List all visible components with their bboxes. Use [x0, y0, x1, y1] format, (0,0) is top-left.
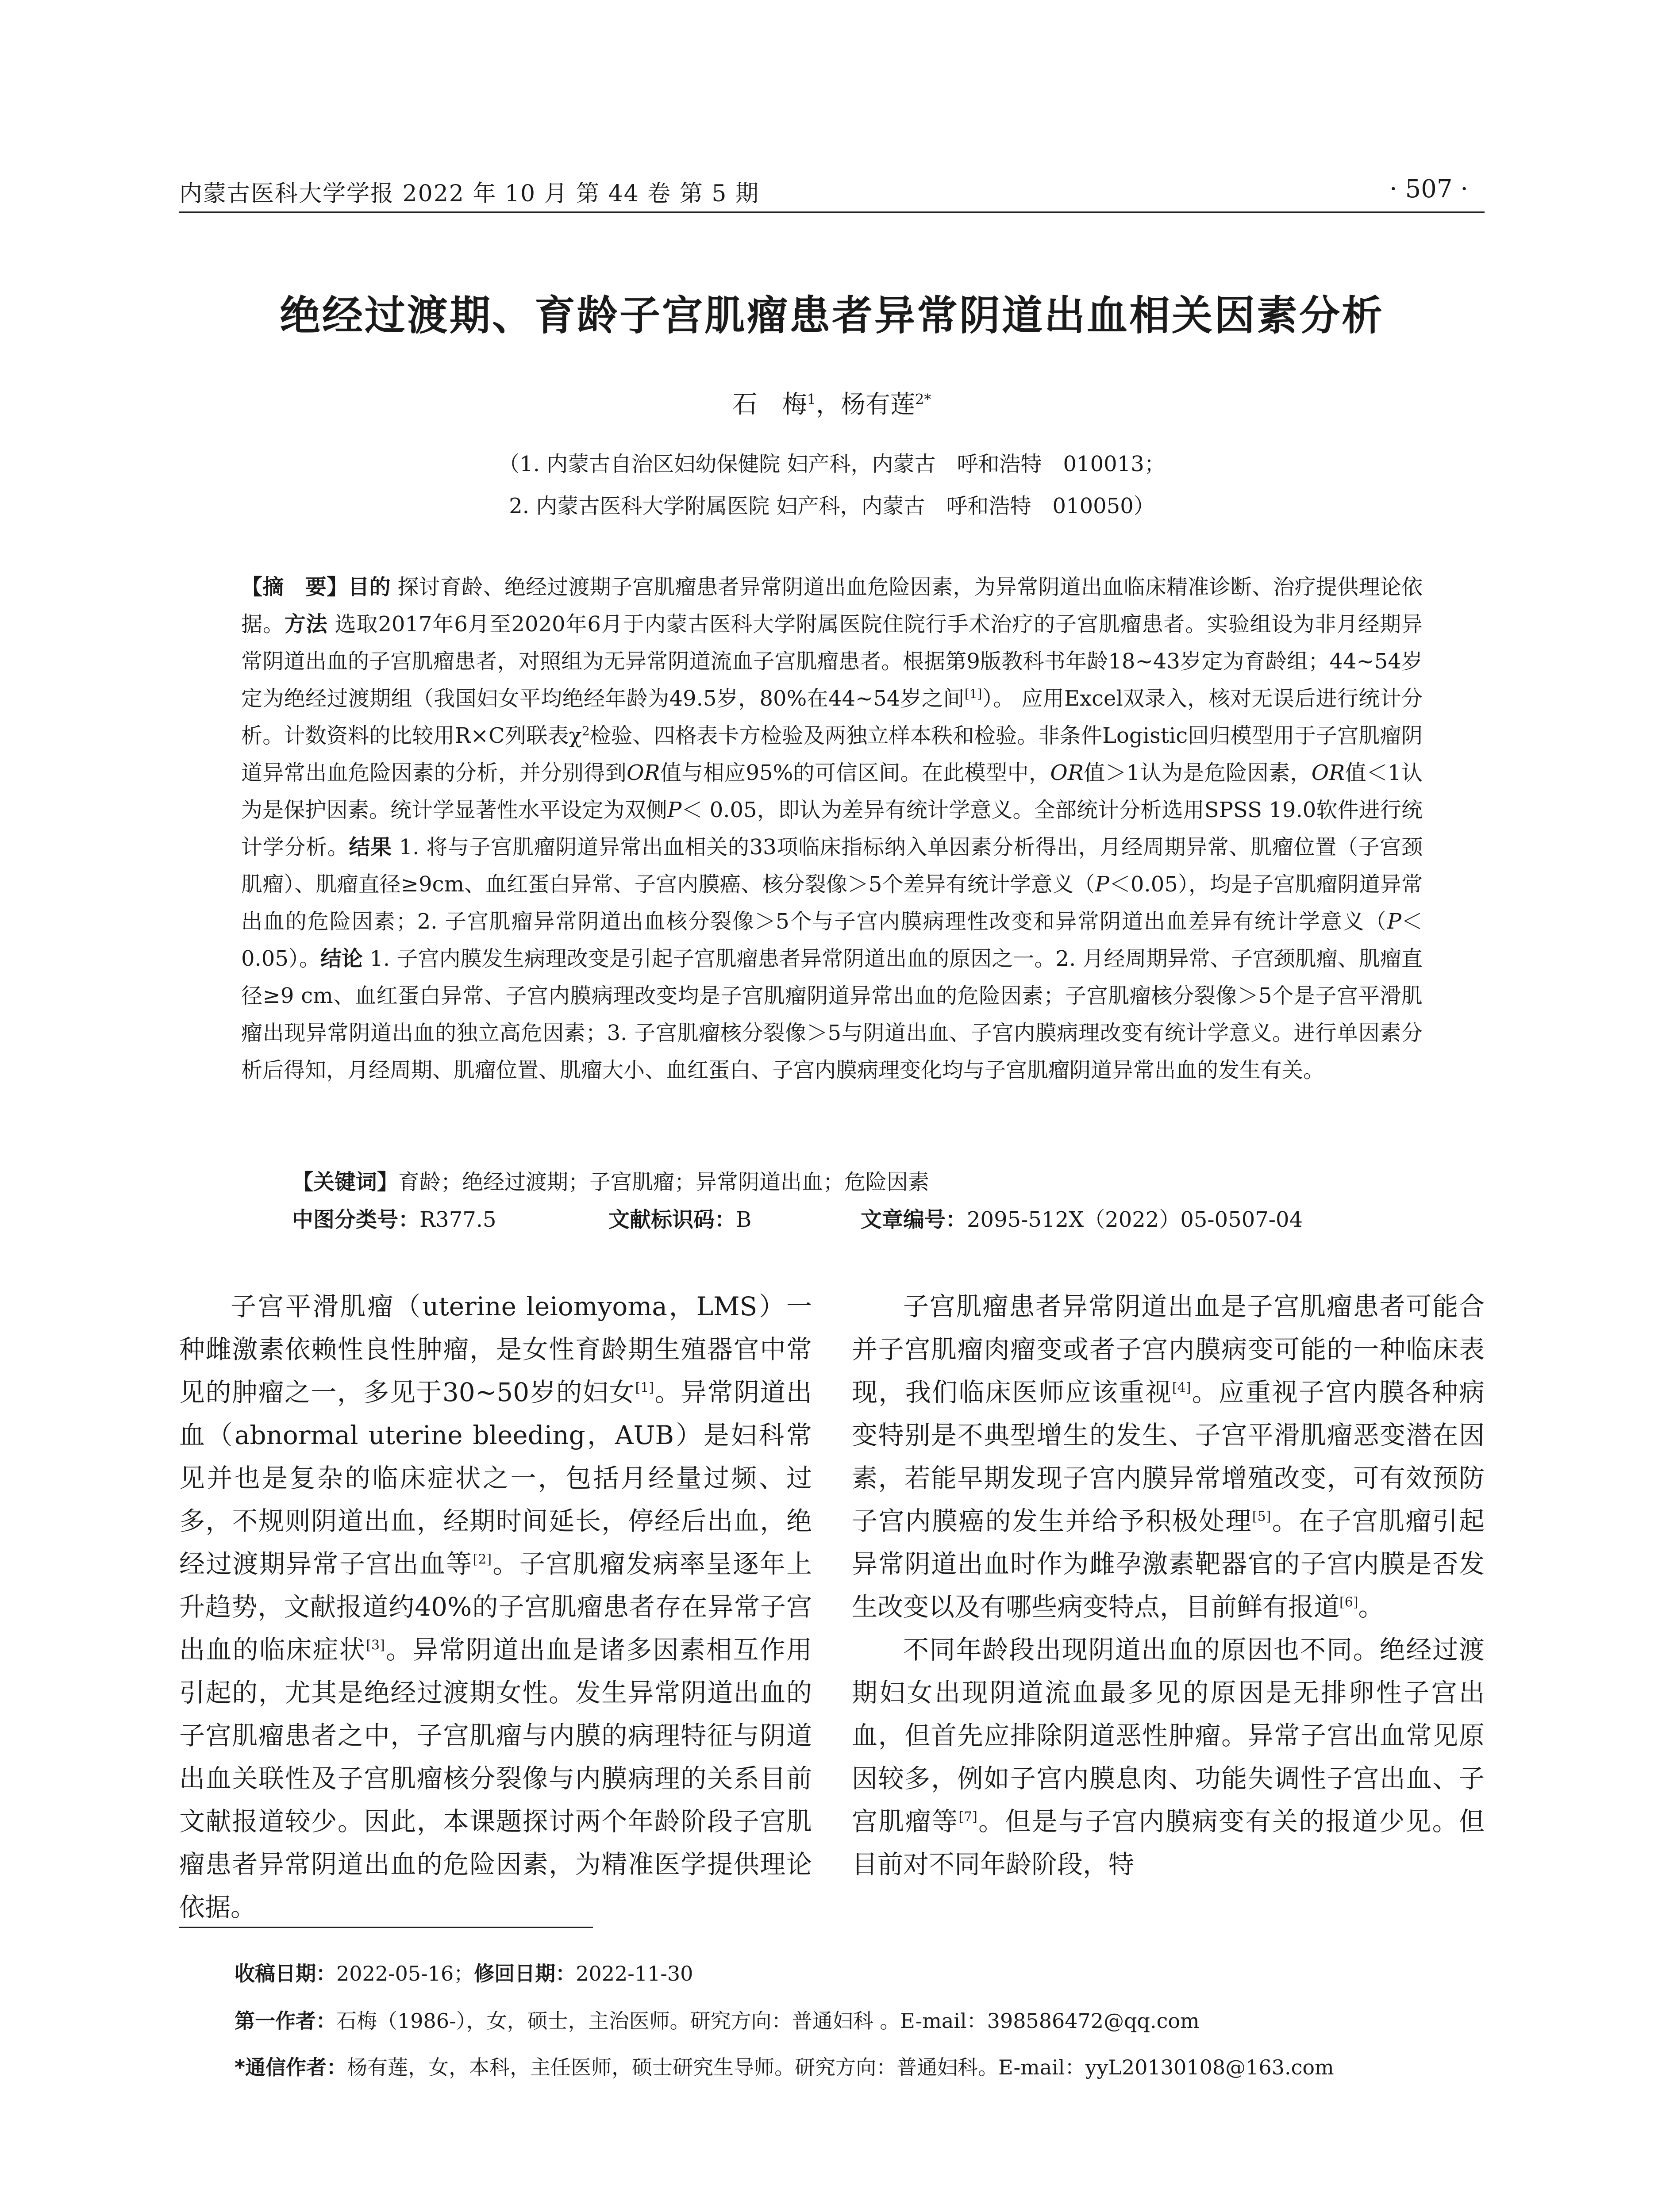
author-separator: ，	[816, 390, 841, 419]
keywords-text: 育龄；绝经过渡期；子宫肌瘤；异常阴道出血；危险因素	[398, 1170, 930, 1194]
footnote-first-author	[235, 2005, 1518, 2034]
citation-ref: [1]	[635, 1380, 654, 1396]
doc-code-label: 文献标识码：	[608, 1207, 736, 1232]
body-paragraph	[852, 1285, 1485, 1628]
abstract-conclusion: 1. 子宫内膜发生病理改变是引起子宫肌瘤患者异常阴道出血的原因之一。2. 月经周期异常、子宫颈肌瘤、肌瘤直径≥9 cm、血红蛋白异常、子宫内膜病理改变均是子宫肌瘤阴道异常出血的危险因素；子宫肌瘤核分裂像＞5个是子宫平滑肌瘤出现异常阴道出血的独立高危因素；3. 子宫肌瘤核分裂像＞5与阴道出血、子宫内膜病理改变有统计学意义。进行单因素分析后得知，月经周期、肌瘤位置、肌瘤大小、血红蛋白、子宫内膜病理变化均与子宫肌瘤阴道异常出血的发生有关。	[241, 946, 1423, 1083]
italic-term: OR	[1050, 760, 1084, 785]
body-text: 。应重视子宫内膜各种病变特别是不典型增生的发生、子宫平滑肌瘤恶变潜在因素，若能早期发现子宫内膜异常增殖改变，可有效预防子宫内膜癌的发生并给予积极处理	[852, 1377, 1485, 1536]
clc-label: 中图分类号：	[292, 1207, 420, 1232]
article-number-value: 2095-512X（2022）05-0507-04	[967, 1207, 1303, 1232]
citation-ref: [6]	[1339, 1594, 1358, 1610]
citation-ref: [3]	[366, 1637, 385, 1653]
conclusion-label: 结论	[320, 946, 363, 971]
body-text: 不同年龄段出现阴道出血的原因也不同。绝经过渡期妇女出现阴道流血最多见的原因是无排卵性子宫出血，但首先应排除阴道恶性肿瘤。异常子宫出血常见原因较多，例如子宫内膜息肉、功能失调性子宫出血、子宫肌瘤等	[852, 1635, 1485, 1836]
abstract-label: 【摘 要】	[241, 575, 348, 599]
author-line	[179, 385, 1485, 420]
abstract-methods: 选取2017年6月至2020年6月于内蒙古医科大学附属医院住院行手术治疗的子宫肌瘤患者。实验组设为非月经期异常阴道出血的子宫肌瘤患者，对照组为无异常阴道流血子宫肌瘤患者。根据第9版教科书年龄18~43岁定为育龄组；44~54岁定为绝经过渡期组（我国妇女平均绝经年龄为49.5岁，80%在44~54岁之间	[241, 612, 1423, 711]
body-text: 子宫平滑肌瘤（uterine leiomyoma，LMS）一种雌激素依赖性良性肿瘤，是女性育龄期生殖器官中常见的肿瘤之一，多见于30~50岁的妇女	[179, 1291, 812, 1407]
corresponding-author-info: 杨有莲，女，本科，主任医师，硕士研究生导师。研究方向：普通妇科。E-mail：yyL20130108@163.com	[347, 2055, 1334, 2079]
page-number: · 507 ·	[1389, 175, 1469, 204]
abstract-results: 1. 将与子宫肌瘤阴道异常出血相关的33项临床指标纳入单因素分析得出，月经周期异常、肌瘤位置（子宫颈肌瘤）、肌瘤直径≥9cm、血红蛋白异常、子宫内膜癌、核分裂像＞5个差异有统计学意义（	[241, 835, 1423, 897]
first-author-info: 石梅（1986-），女，硕士，主治医师。研究方向：普通妇科 。E-mail：398586472@qq.com	[336, 2009, 1200, 2033]
clc-number	[292, 1201, 496, 1238]
citation-ref: [5]	[1252, 1509, 1271, 1525]
author-name: 杨有莲	[841, 390, 915, 419]
keywords	[292, 1164, 1423, 1201]
paper-title: 绝经过渡期、育龄子宫肌瘤患者异常阴道出血相关因素分析	[279, 292, 1384, 339]
abstract-methods: ＜ 0.05，即认为差异有统计学意义。全部统计分析选用SPSS 19.0软件进行统计学分析。	[241, 798, 1423, 860]
keywords-label: 【关键词】	[292, 1170, 399, 1194]
article-number-label: 文章编号：	[861, 1207, 967, 1232]
body-text: 。异常阴道出血是诸多因素相互作用引起的，尤其是绝经过渡期女性。发生异常阴道出血的子宫肌瘤患者之中，子宫肌瘤与内膜的病理特征与阴道出血关联性及子宫肌瘤核分裂像与内膜病理的关系目前文献报道较少。因此，本课题探讨两个年龄阶段子宫肌瘤患者异常阴道出血的危险因素，为精准医学提供理论依据。	[179, 1635, 812, 1922]
abstract-results: ＜ 0.05）。	[241, 909, 1423, 971]
running-header: 内蒙古医科大学学报 2022 年 10 月 第 44 卷 第 5 期	[179, 180, 760, 207]
abstract-methods: 检验、四格表卡方检验及两独立样本秩和检验。非条件Logistic回归模型用于子宫肌瘤阴道异常出血危险因素的分析，并分别得到	[241, 723, 1423, 785]
received-date: 2022-05-16；	[336, 1962, 474, 1985]
italic-term: OR	[627, 760, 660, 785]
abstract-results: ＜0.05），均是子宫肌瘤阴道异常出血的危险因素；2. 子宫肌瘤异常阴道出血核分裂像＞5个与子宫内膜病理性改变和异常阴道出血差异有统计学意义（	[241, 872, 1423, 934]
citation-ref: [1]	[964, 687, 982, 701]
revised-date: 2022-11-30	[576, 1962, 693, 1985]
body-text: 。子宫肌瘤发病率呈逐年上升趋势，文献报道约40%的子宫肌瘤患者存在异常子宫出血的临床症状	[179, 1549, 812, 1665]
objective-label: 目的	[348, 575, 391, 599]
abstract	[241, 568, 1423, 1089]
affiliation-line: （1. 内蒙古自治区妇幼保健院 妇产科，内蒙古 呼和浩特 010013；	[498, 452, 1166, 476]
doc-code-value: B	[736, 1207, 752, 1232]
superscript: 2	[581, 724, 590, 738]
body-text: 。在子宫肌瘤引起异常阴道出血时作为雌孕激素靶器官的子宫内膜是否发生改变以及有哪些病变特点，目前鲜有报道	[852, 1506, 1485, 1622]
corresponding-author-label: *通信作者：	[235, 2055, 347, 2079]
clc-value: R377.5	[419, 1207, 496, 1232]
document-code	[608, 1201, 751, 1238]
citation-ref: [2]	[473, 1551, 492, 1567]
affiliation-line: 2. 内蒙古医科大学附属医院 妇产科，内蒙古 呼和浩特 010050）	[509, 494, 1155, 518]
abstract-methods: 值与相应95%的可信区间。在此模型中，	[660, 760, 1050, 785]
author-affil-mark: 2*	[915, 391, 931, 408]
body-text: 子宫肌瘤患者异常阴道出血是子宫肌瘤患者可能合并子宫肌瘤肉瘤变或者子宫内膜病变可能的一种临床表现，我们临床医师应该重视	[852, 1291, 1485, 1407]
italic-term: P	[1095, 872, 1109, 897]
first-author-label: 第一作者：	[235, 2009, 336, 2033]
body-paragraph	[179, 1285, 812, 1929]
italic-term: OR	[1311, 760, 1345, 785]
citation-ref: [4]	[1172, 1380, 1191, 1396]
revised-label: 修回日期：	[474, 1962, 576, 1985]
italic-term: P	[1387, 909, 1401, 934]
footnote-corresponding-author	[235, 2051, 1518, 2081]
abstract-objective: 探讨育龄、绝经过渡期子宫肌瘤患者异常阴道出血危险因素，为异常阴道出血临床精准诊断、治疗提供理论依据。	[241, 575, 1423, 637]
received-label: 收稿日期：	[235, 1962, 336, 1985]
author-affil-mark: 1	[807, 391, 816, 408]
body-column-left	[179, 1285, 812, 1929]
article-number	[861, 1201, 1303, 1238]
abstract-methods: 值＜1认为是保护因素。统计学显著性水平设定为双侧	[241, 760, 1423, 822]
body-text: 。但是与子宫内膜病变有关的报道少见。但目前对不同年龄阶段，特	[852, 1806, 1485, 1879]
body-paragraph	[852, 1628, 1485, 1886]
body-text: 。异常阴道出血（abnormal uterine bleeding，AUB）是妇科常见并也是复杂的临床症状之一，包括月经量过频、过多，不规则阴道出血，经期时间延长，停经后出血，绝经过渡期异常子宫出血等	[179, 1377, 812, 1579]
footnote-dates	[235, 1958, 1518, 1987]
author-name: 石 梅	[732, 390, 807, 419]
abstract-methods: 值＞1认为是危险因素，	[1083, 760, 1312, 785]
footnote-divider	[179, 1927, 593, 1928]
results-label: 结果	[349, 835, 392, 860]
abstract-methods: ）。 应用Excel双录入，核对无误后进行统计分析。计数资料的比较用R×C列联表χ	[241, 686, 1423, 748]
italic-term: P	[667, 798, 682, 822]
body-column-right	[852, 1285, 1485, 1886]
header-divider	[179, 211, 1485, 213]
methods-label: 方法	[284, 612, 328, 637]
body-text: 。	[1358, 1592, 1384, 1622]
citation-ref: [7]	[958, 1809, 977, 1825]
